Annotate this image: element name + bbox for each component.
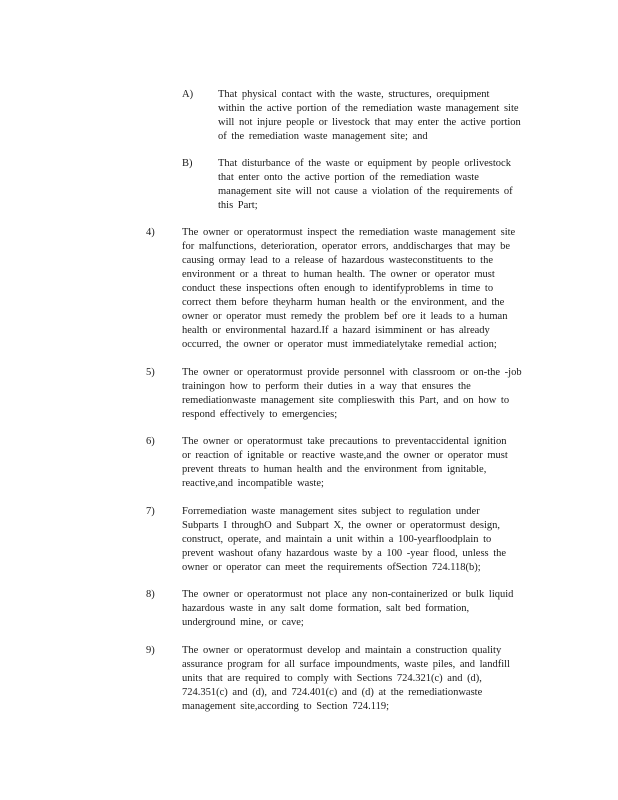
item-marker: 6) [146,436,155,447]
text-line: The owner or operatormust inspect the remediation waste management site [182,227,516,238]
text-line: prevent washout ofany hazardous waste by a 100 -year flood, unless the [182,548,507,559]
text-line: The owner or operatormust develop and maintain a construction quality [182,645,502,656]
text-line: That disturbance of the waste or equipment by people orlivestock [218,158,511,169]
item-text [218,157,548,213]
text-line: occurred, the owner or operator must immediatelytake remedial action; [182,339,497,350]
text-line: of the remediation waste management site; and [218,131,428,142]
item-marker: 5) [146,367,155,378]
text-line: management site will not cause a violation of the requirements of [218,186,513,197]
item-text [218,88,548,144]
item-text [182,588,547,630]
text-line: construct, operate, and maintain a unit within a 100-yearfloodplain to [182,534,492,545]
item-text [182,435,547,491]
text-line: prevent threats to human health and the environment from ignitable, [182,464,487,475]
text-line: will not injure people or livestock that may enter the active portion [218,117,521,128]
text-line: reactive,and incompatible waste; [182,478,324,489]
text-line: that enter onto the active portion of the remediation waste [218,172,479,183]
text-line: Forremediation waste management sites subject to regulation under [182,506,480,517]
text-line: units that are required to comply with Sections 724.321(c) and (d), [182,673,482,684]
text-line: conduct these inspections often enough to identifyproblems in time to [182,283,494,294]
item-marker: B) [182,158,193,169]
item-marker: 9) [146,645,155,656]
text-line: this Part; [218,200,258,211]
text-line: health or environmental hazard.If a hazard isimminent or has already [182,325,490,336]
text-line: 724.351(c) and (d), and 724.401(c) and (d) at the remediationwaste [182,687,483,698]
text-line: for malfunctions, deterioration, operator errors, anddischarges that may be [182,241,511,252]
text-line: hazardous waste in any salt dome formation, salt bed formation, [182,603,470,614]
text-line: causing ormay lead to a release of hazardous wasteconstituents to the [182,255,493,266]
item-text [182,644,547,714]
text-line: The owner or operatormust provide personnel with classroom or on-the -job [182,367,522,378]
text-line: owner or operator can meet the requirements ofSection 724.118(b); [182,562,481,573]
text-line: or reaction of ignitable or reactive waste,and the owner or operator must [182,450,508,461]
item-text [182,366,547,422]
text-line: management site,according to Section 724.119; [182,701,390,712]
text-line: within the active portion of the remediation waste management site [218,103,519,114]
text-line: underground mine, or cave; [182,617,304,628]
text-line: assurance program for all surface impoundments, waste piles, and landfill [182,659,510,670]
item-marker: 4) [146,227,155,238]
item-text [182,505,547,575]
item-text [182,226,547,352]
text-line: remediationwaste management site complieswith this Part, and on how to [182,395,510,406]
text-line: respond effectively to emergencies; [182,409,338,420]
text-line: environment or a threat to human health. The owner or operator must [182,269,495,280]
text-line: Subparts I throughO and Subpart X, the owner or operatormust design, [182,520,501,531]
item-marker: 8) [146,589,155,600]
item-marker: 7) [146,506,155,517]
item-marker: A) [182,89,194,100]
text-line: correct them before theyharm human health or the environment, and the [182,297,505,308]
text-line: The owner or operatormust not place any non-containerized or bulk liquid [182,589,514,600]
text-line: owner or operator must remedy the problem bef ore it leads to a human [182,311,508,322]
text-line: trainingon how to perform their duties in a way that ensures the [182,381,471,392]
text-line: The owner or operatormust take precautions to preventaccidental ignition [182,436,507,447]
text-line: That physical contact with the waste, structures, orequipment [218,89,490,100]
